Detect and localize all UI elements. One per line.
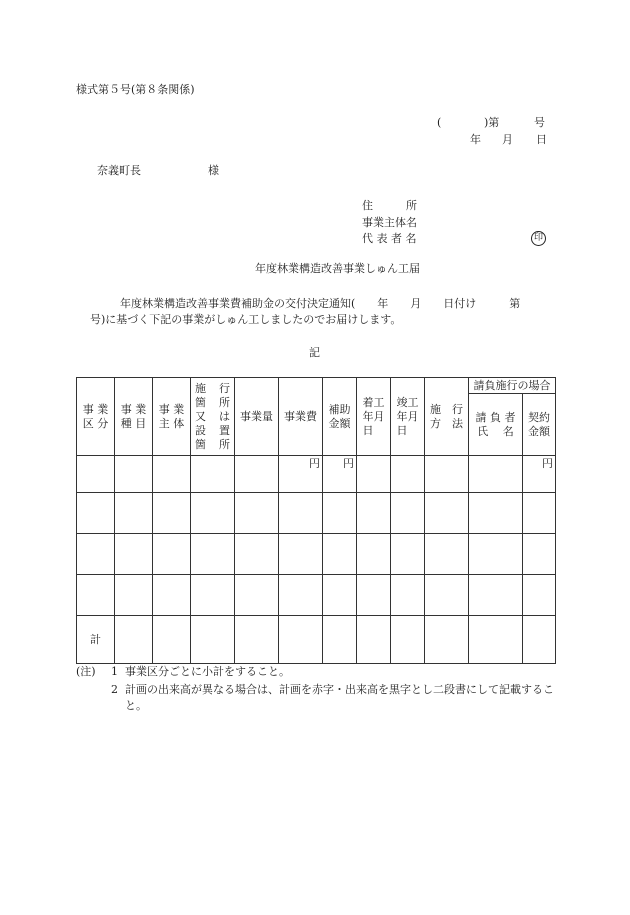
doc-number-close: )第 [484,116,500,129]
header-jigyohi: 事業費 [279,378,323,456]
table-cell[interactable] [391,456,425,493]
table-cell[interactable] [77,456,115,493]
date-day: 日 [536,133,547,146]
body-line-2: 号)に基づく下記の事業がしゅん工しましたのでお届けします。 [90,313,402,326]
hojo-unit[interactable]: 円 [323,456,357,493]
jigyohi-unit[interactable]: 円 [279,456,323,493]
header-chakko: 着工 年月 日 [357,378,391,456]
table-cell[interactable] [191,456,235,493]
date-month: 月 [502,133,513,146]
addressee-name: 奈義町長 [97,164,141,177]
header-keiyaku-kingaku: 契約 金額 [523,394,556,456]
note-1-text: 事業区分ごとに小計をすること。 [125,665,290,678]
doc-number-suffix: 号 [534,116,545,129]
table-cell[interactable] [115,456,153,493]
total-row [77,616,556,664]
form-reference: 様式第５号(第８条関係) [76,83,195,96]
header-shiko-hoho: 施 行 方 法 [425,378,469,456]
header-jigyoryo: 事業量 [235,378,279,456]
completion-table [76,377,556,664]
header-jigyo-shutai: 事 業 主 体 [153,378,191,456]
date-year: 年 [470,133,481,146]
note-1-number: 1 [111,665,118,678]
entity-name-label: 事業主体名 [362,216,417,229]
addressee-honorific: 様 [208,164,219,177]
address-label: 住 所 [362,199,417,212]
representative-label: 代 表 者 名 [362,232,417,245]
table-row [77,575,556,616]
ki-heading: 記 [309,346,320,359]
body-line-1: 年度林業構造改善事業費補助金の交付決定通知( 年 月 日付け 第 [120,297,521,310]
table-cell[interactable] [235,456,279,493]
table-cell[interactable] [469,456,523,493]
keiyaku-unit[interactable]: 円 [523,456,556,493]
table-cell[interactable] [425,456,469,493]
doc-number-open: ( [437,116,442,129]
header-ukeoi-sha: 請 負 者 氏 名 [469,394,523,456]
table-cell[interactable] [153,456,191,493]
total-label: 計 [77,616,115,664]
note-2-number: 2 [111,683,118,696]
notes-label: (注) [76,665,96,678]
table-row [77,456,556,493]
header-ukeoi-group: 請負施行の場合 [469,378,556,394]
header-jigyo-kubun: 事 業 区 分 [77,378,115,456]
header-hojo-kingaku: 補助 金額 [323,378,357,456]
table-row [77,493,556,534]
table-cell[interactable] [357,456,391,493]
header-shisetsu: 施 箇 又 設 箇 行 所 は 置 所 [191,378,235,456]
header-shunko: 竣工 年月 日 [391,378,425,456]
note-2-continuation: と。 [125,699,147,712]
table-row [77,534,556,575]
header-jigyo-shumoku: 事 業 種 目 [115,378,153,456]
note-2-text: 計画の出来高が異なる場合は、計画を赤字・出来高を黒字とし二段書にして記載するこ [125,683,554,696]
seal-mark: 印 [531,231,546,246]
document-title: 年度林業構造改善事業しゅん工届 [255,262,420,275]
